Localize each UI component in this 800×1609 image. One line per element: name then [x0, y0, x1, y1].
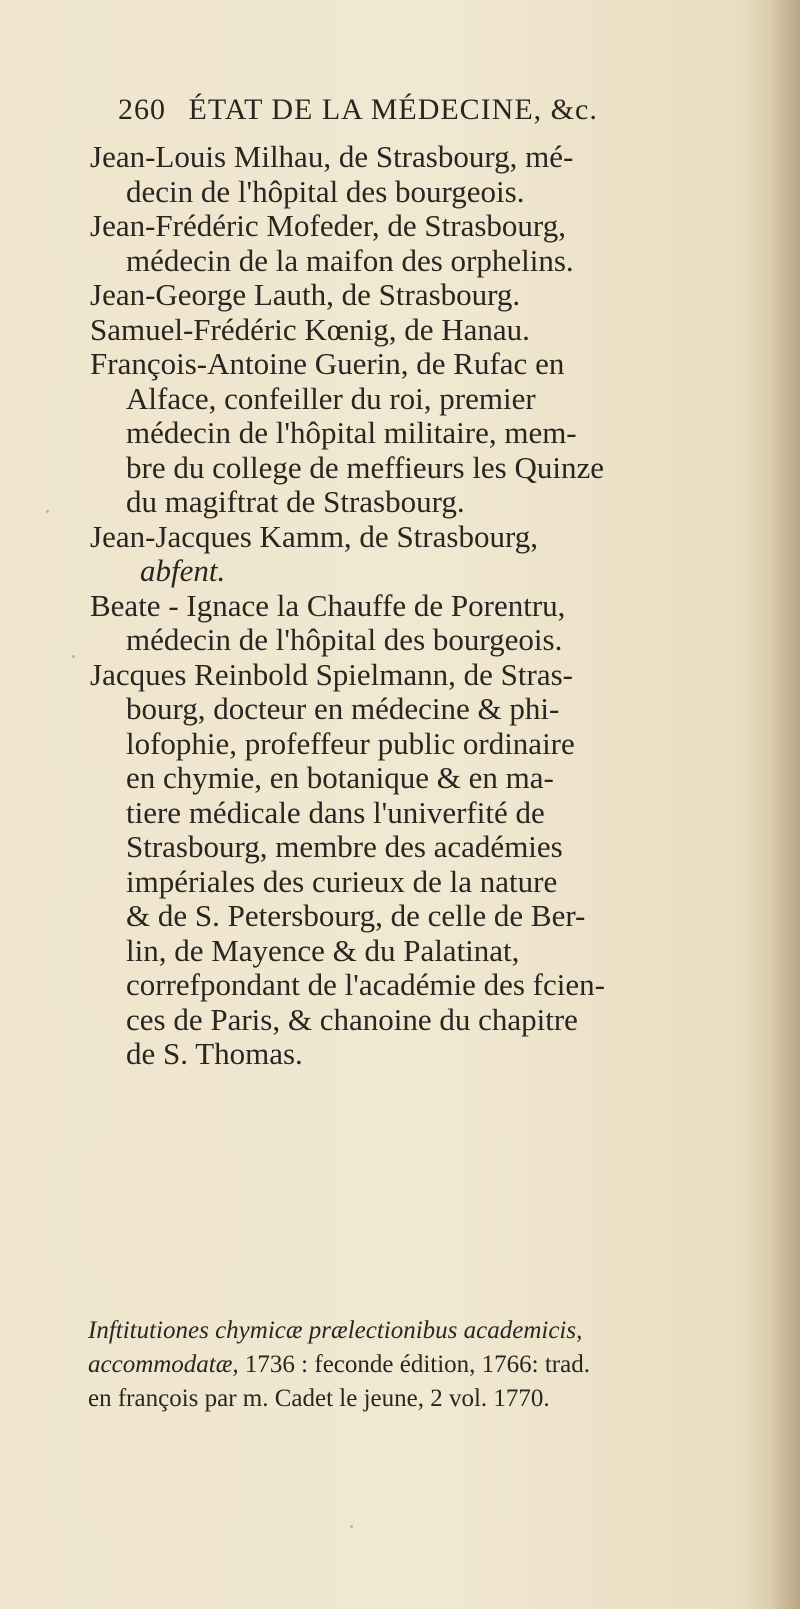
entry-line: en chymie, en botanique & en ma-: [126, 760, 554, 795]
footnote-line: [88, 1348, 748, 1382]
entry-spielmann: [90, 658, 750, 1072]
entry-line: Strasbourg, membre des académies: [126, 829, 563, 864]
entry-line: decin de l'hôpital des bourgeois.: [126, 173, 525, 209]
entry-guerin: [90, 347, 750, 520]
entry-milhau: [90, 140, 750, 209]
page-number: 260: [118, 93, 166, 126]
entry-line: Samuel-Frédéric Kœnig, de Hanau.: [90, 311, 530, 347]
entry-line: Jean-George Lauth, de Strasbourg.: [90, 277, 521, 312]
entry-line: correfpondant de l'académie des fcien-: [126, 967, 605, 1002]
paper-speck: [72, 655, 75, 658]
entry-line: lofophie, profeffeur public ordinaire: [126, 725, 575, 761]
paper-speck: [46, 510, 49, 513]
body-text: [90, 140, 750, 1072]
entry-la-chauffe: [90, 589, 750, 658]
entry-line: François-Antoine Guerin, de Rufac en: [90, 346, 565, 381]
entry-line: Jean-Louis Milhau, de Strasbourg, mé-: [90, 139, 574, 174]
page-edge-shadow: [770, 0, 800, 1609]
entry-mofeder: [90, 209, 750, 278]
entry-line: Jean-Frédéric Mofeder, de Strasbourg,: [90, 208, 566, 243]
entry-line: médecin de la maifon des orphelins.: [126, 242, 574, 278]
entry-line: lin, de Mayence & du Palatinat,: [126, 932, 520, 968]
paper-speck: [350, 1525, 353, 1528]
entry-line: de S. Thomas.: [126, 1036, 303, 1071]
entry-line: Jacques Reinbold Spielmann, de Stras-: [90, 656, 573, 692]
footnote-title: Inftitutiones chymicæ prælectionibus academicis,: [88, 1317, 583, 1344]
footnote: [88, 1314, 748, 1416]
footnote-edition: 1736 : feconde édition, 1766: trad.: [238, 1351, 590, 1378]
entry-line: Jean-Jacques Kamm, de Strasbourg,: [90, 518, 538, 554]
entry-line: Beate - Ignace la Chauffe de Porentru,: [90, 587, 566, 623]
entry-line: bourg, docteur en médecine & phi-: [126, 691, 560, 726]
entry-kamm: [90, 520, 750, 589]
entry-note-absent: abfent.: [140, 553, 226, 588]
entry-line: bre du college de meffieurs les Quinze: [126, 449, 605, 485]
entry-line: médecin de l'hôpital des bourgeois.: [126, 622, 563, 657]
entry-line: Alface, confeiller du roi, premier: [126, 380, 536, 416]
entry-line: impériales des curieux de la nature: [126, 863, 558, 899]
entry-koenig: [90, 313, 750, 348]
entry-line: & de S. Petersbourg, de celle de Ber-: [126, 898, 586, 933]
footnote-title-cont: accommodatæ,: [88, 1351, 239, 1378]
entry-line: tiere médicale dans l'univerfité de: [126, 794, 545, 830]
running-header: [118, 93, 598, 127]
entry-line: médecin de l'hôpital militaire, mem-: [126, 415, 577, 450]
footnote-translation: en françois par m. Cadet le jeune, 2 vol. 1770.: [88, 1385, 550, 1412]
entry-lauth: [90, 278, 750, 313]
entry-line: du magiftrat de Strasbourg.: [126, 484, 465, 519]
running-title: ÉTAT DE LA MÉDECINE, &c.: [188, 93, 598, 126]
entry-line: ces de Paris, & chanoine du chapitre: [126, 1001, 578, 1037]
